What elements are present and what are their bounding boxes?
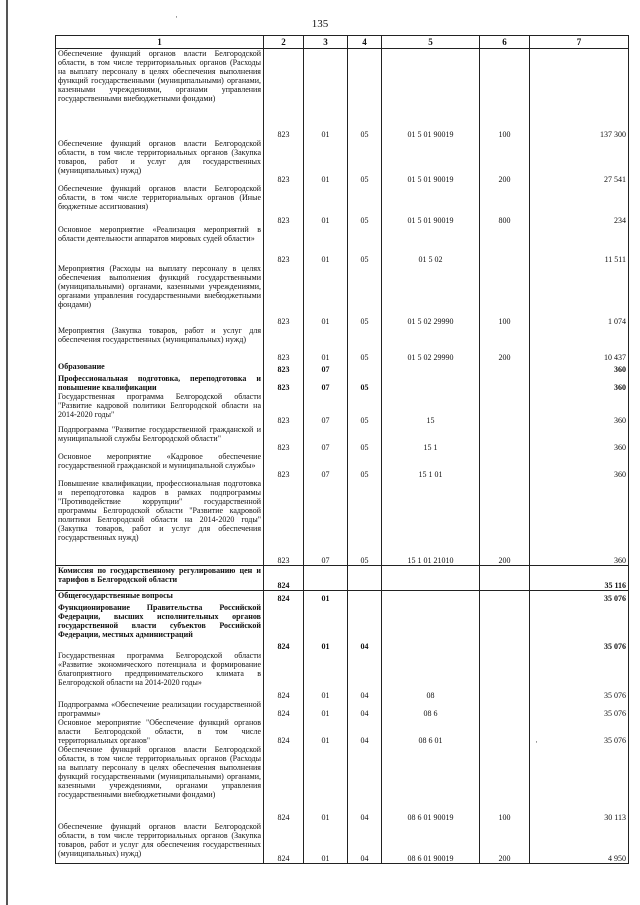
cell-subsection-code: 04 bbox=[348, 822, 382, 864]
cell-expense-type-code: 100 bbox=[480, 264, 530, 326]
row-description: Мероприятия (Закупка товаров, работ и услуг для обеспечения государственных (муниципальных) нужд) bbox=[56, 326, 264, 362]
cell-ministry-code: 823 bbox=[264, 479, 304, 566]
cell-expense-type-code bbox=[480, 651, 530, 700]
cell-subsection-code: 05 bbox=[348, 139, 382, 184]
cell-amount: 360 bbox=[530, 452, 629, 479]
cell-subsection-code: 05 bbox=[348, 425, 382, 452]
cell-target-item-code bbox=[382, 362, 480, 374]
row-description: Комиссия по государственному регулированию цен и тарифов в Белгородской области bbox=[56, 566, 264, 591]
row-description: Мероприятия (Расходы на выплату персоналу в целях обеспечения выполнения функций государственными (муниципальными) органами, казенными учреждениями, органами управления государственными внебюджетными фондами) bbox=[56, 264, 264, 326]
cell-expense-type-code bbox=[480, 225, 530, 264]
cell-subsection-code: 05 bbox=[348, 479, 382, 566]
cell-expense-type-code: 100 bbox=[480, 49, 530, 139]
table-row bbox=[56, 225, 629, 264]
cell-amount: 35 076 bbox=[530, 603, 629, 651]
table-row bbox=[56, 718, 629, 745]
cell-section-code: 01 bbox=[304, 591, 348, 603]
cell-ministry-code: 824 bbox=[264, 700, 304, 718]
row-description: Образование bbox=[56, 362, 264, 374]
cell-expense-type-code bbox=[480, 718, 530, 745]
table-header-row bbox=[56, 36, 629, 49]
cell-subsection-code: 05 bbox=[348, 264, 382, 326]
cell-section-code: 01 bbox=[304, 745, 348, 822]
cell-expense-type-code bbox=[480, 452, 530, 479]
cell-expense-type-code bbox=[480, 392, 530, 425]
cell-amount: 1 074 bbox=[530, 264, 629, 326]
cell-ministry-code: 823 bbox=[264, 184, 304, 225]
cell-section-code: 01 bbox=[304, 225, 348, 264]
cell-expense-type-code: 200 bbox=[480, 326, 530, 362]
cell-expense-type-code: 100 bbox=[480, 745, 530, 822]
cell-target-item-code bbox=[382, 374, 480, 392]
table-row bbox=[56, 566, 629, 591]
cell-amount: 35 116 bbox=[530, 566, 629, 591]
table-row bbox=[56, 651, 629, 700]
cell-expense-type-code bbox=[480, 374, 530, 392]
cell-expense-type-code bbox=[480, 700, 530, 718]
cell-ministry-code: 823 bbox=[264, 362, 304, 374]
scan-speck: · bbox=[175, 12, 178, 22]
cell-subsection-code bbox=[348, 362, 382, 374]
cell-subsection-code bbox=[348, 591, 382, 603]
scan-speck: · bbox=[535, 737, 538, 747]
cell-ministry-code: 823 bbox=[264, 139, 304, 184]
column-header: 7 bbox=[530, 36, 629, 49]
cell-target-item-code: 01 5 01 90019 bbox=[382, 139, 480, 184]
cell-amount: 360 bbox=[530, 479, 629, 566]
cell-ministry-code: 824 bbox=[264, 566, 304, 591]
cell-subsection-code: 05 bbox=[348, 49, 382, 139]
cell-target-item-code: 08 6 01 90019 bbox=[382, 745, 480, 822]
cell-target-item-code: 08 6 01 90019 bbox=[382, 822, 480, 864]
row-description: Основное мероприятие "Обеспечение функций органов власти Белгородской области, в том числе территориальных органов" bbox=[56, 718, 264, 745]
cell-section-code: 01 bbox=[304, 603, 348, 651]
cell-amount: 35 076 bbox=[530, 718, 629, 745]
cell-target-item-code: 15 1 01 21010 bbox=[382, 479, 480, 566]
row-description: Функционирование Правительства Российской Федерации, высших исполнительных органов государственной власти субъектов Российской Федерации, местных администраций bbox=[56, 603, 264, 651]
cell-expense-type-code bbox=[480, 362, 530, 374]
cell-section-code: 07 bbox=[304, 452, 348, 479]
table-row bbox=[56, 49, 629, 139]
page-number: 135 bbox=[311, 18, 329, 30]
cell-amount: 35 076 bbox=[530, 591, 629, 603]
cell-subsection-code: 05 bbox=[348, 374, 382, 392]
cell-target-item-code: 08 6 bbox=[382, 700, 480, 718]
budget-table bbox=[55, 35, 629, 864]
cell-section-code: 01 bbox=[304, 184, 348, 225]
row-description: Повышение квалификации, профессиональная подготовка и переподготовка кадров в рамках подпрограммы "Противодействие коррупции" государственной программы Белгородской области "Развитие кадровой политики Белгородской области на 2014-2020 годы" (Закупка товаров, работ и услуг для обеспечения государственных нужд) bbox=[56, 479, 264, 566]
cell-target-item-code: 01 5 02 29990 bbox=[382, 264, 480, 326]
cell-expense-type-code bbox=[480, 425, 530, 452]
cell-target-item-code: 15 1 bbox=[382, 425, 480, 452]
table-row bbox=[56, 425, 629, 452]
cell-expense-type-code: 200 bbox=[480, 139, 530, 184]
cell-expense-type-code: 200 bbox=[480, 822, 530, 864]
table-row bbox=[56, 392, 629, 425]
cell-section-code: 01 bbox=[304, 718, 348, 745]
cell-target-item-code: 01 5 01 90019 bbox=[382, 49, 480, 139]
table-row bbox=[56, 822, 629, 864]
row-description: Обеспечение функций органов власти Белгородской области, в том числе территориальных органов (Закупка товаров, работ и услуг для обеспечения государственных (муниципальных) нужд) bbox=[56, 822, 264, 864]
cell-target-item-code: 15 bbox=[382, 392, 480, 425]
cell-section-code: 01 bbox=[304, 822, 348, 864]
table-row bbox=[56, 700, 629, 718]
cell-ministry-code: 823 bbox=[264, 225, 304, 264]
table-row bbox=[56, 603, 629, 651]
cell-section-code: 01 bbox=[304, 651, 348, 700]
cell-target-item-code: 15 1 01 bbox=[382, 452, 480, 479]
cell-subsection-code: 04 bbox=[348, 603, 382, 651]
cell-section-code: 07 bbox=[304, 362, 348, 374]
row-description: Обеспечение функций органов власти Белгородской области, в том числе территориальных органов (Расходы на выплату персоналу в целях обеспечения выполнения функций государственными (муниципальными) органами, казенными учреждениями, органами управления государственными внебюджетными фондами) bbox=[56, 49, 264, 139]
cell-section-code: 07 bbox=[304, 425, 348, 452]
cell-subsection-code: 05 bbox=[348, 326, 382, 362]
cell-target-item-code: 01 5 01 90019 bbox=[382, 184, 480, 225]
cell-subsection-code: 04 bbox=[348, 745, 382, 822]
cell-target-item-code bbox=[382, 603, 480, 651]
cell-ministry-code: 824 bbox=[264, 745, 304, 822]
cell-amount: 35 076 bbox=[530, 700, 629, 718]
cell-ministry-code: 824 bbox=[264, 603, 304, 651]
cell-ministry-code: 824 bbox=[264, 718, 304, 745]
row-description: Основное мероприятие «Реализация мероприятий в области деятельности аппаратов мировых судей области» bbox=[56, 225, 264, 264]
row-description: Профессиональная подготовка, переподготовка и повышение квалификации bbox=[56, 374, 264, 392]
row-description: Обеспечение функций органов власти Белгородской области, в том числе территориальных органов (Иные бюджетные ассигнования) bbox=[56, 184, 264, 225]
column-header: 4 bbox=[348, 36, 382, 49]
cell-target-item-code: 01 5 02 29990 bbox=[382, 326, 480, 362]
cell-subsection-code bbox=[348, 566, 382, 591]
cell-section-code: 07 bbox=[304, 392, 348, 425]
cell-section-code: 01 bbox=[304, 139, 348, 184]
table-row bbox=[56, 362, 629, 374]
row-description: Подпрограмма «Обеспечение реализации государственной программы» bbox=[56, 700, 264, 718]
row-description: Подпрограмма "Развитие государственной гражданской и муниципальной службы Белгородской области" bbox=[56, 425, 264, 452]
table-row bbox=[56, 139, 629, 184]
table-row bbox=[56, 452, 629, 479]
cell-amount: 137 300 bbox=[530, 49, 629, 139]
row-description: Государственная программа Белгородской области «Развитие экономического потенциала и формирование благоприятного предпринимательского климата в Белгородской области на 2014-2020 годы» bbox=[56, 651, 264, 700]
cell-amount: 10 437 bbox=[530, 326, 629, 362]
cell-expense-type-code: 200 bbox=[480, 479, 530, 566]
cell-amount: 27 541 bbox=[530, 139, 629, 184]
cell-ministry-code: 823 bbox=[264, 49, 304, 139]
cell-amount: 234 bbox=[530, 184, 629, 225]
table-row bbox=[56, 745, 629, 822]
column-header: 3 bbox=[304, 36, 348, 49]
column-header: 6 bbox=[480, 36, 530, 49]
row-description: Государственная программа Белгородской области "Развитие кадровой политики Белгородской области на 2014-2020 годы" bbox=[56, 392, 264, 425]
cell-amount: 11 511 bbox=[530, 225, 629, 264]
cell-subsection-code: 05 bbox=[348, 225, 382, 264]
cell-section-code: 01 bbox=[304, 49, 348, 139]
cell-section-code: 07 bbox=[304, 479, 348, 566]
table-row bbox=[56, 591, 629, 603]
cell-subsection-code: 05 bbox=[348, 392, 382, 425]
cell-section-code: 01 bbox=[304, 264, 348, 326]
row-description: Обеспечение функций органов власти Белгородской области, в том числе территориальных органов (Расходы на выплату персоналу в целях обеспечения выполнения функций государственными (муниципальными) органами, казенными учреждениями, органами управления государственными внебюджетными фондами) bbox=[56, 745, 264, 822]
cell-target-item-code: 08 6 01 bbox=[382, 718, 480, 745]
cell-section-code: 01 bbox=[304, 326, 348, 362]
cell-amount: 30 113 bbox=[530, 745, 629, 822]
cell-subsection-code: 04 bbox=[348, 718, 382, 745]
cell-amount: 4 950 bbox=[530, 822, 629, 864]
table-row bbox=[56, 264, 629, 326]
cell-target-item-code: 01 5 02 bbox=[382, 225, 480, 264]
cell-amount: 360 bbox=[530, 374, 629, 392]
cell-target-item-code bbox=[382, 591, 480, 603]
scan-edge-line bbox=[6, 0, 8, 905]
cell-ministry-code: 823 bbox=[264, 326, 304, 362]
cell-section-code: 07 bbox=[304, 374, 348, 392]
cell-amount: 360 bbox=[530, 392, 629, 425]
cell-target-item-code: 08 bbox=[382, 651, 480, 700]
cell-target-item-code bbox=[382, 566, 480, 591]
cell-expense-type-code bbox=[480, 591, 530, 603]
cell-expense-type-code: 800 bbox=[480, 184, 530, 225]
cell-amount: 35 076 bbox=[530, 651, 629, 700]
table-row bbox=[56, 479, 629, 566]
cell-amount: 360 bbox=[530, 425, 629, 452]
row-description: Основное мероприятие «Кадровое обеспечение государственной гражданской и муниципальной службы» bbox=[56, 452, 264, 479]
cell-subsection-code: 05 bbox=[348, 452, 382, 479]
cell-ministry-code: 823 bbox=[264, 452, 304, 479]
cell-ministry-code: 824 bbox=[264, 651, 304, 700]
cell-expense-type-code bbox=[480, 603, 530, 651]
cell-ministry-code: 823 bbox=[264, 264, 304, 326]
table-row bbox=[56, 374, 629, 392]
cell-ministry-code: 823 bbox=[264, 374, 304, 392]
cell-subsection-code: 04 bbox=[348, 651, 382, 700]
cell-ministry-code: 823 bbox=[264, 425, 304, 452]
cell-section-code bbox=[304, 566, 348, 591]
cell-expense-type-code bbox=[480, 566, 530, 591]
table-row bbox=[56, 326, 629, 362]
cell-ministry-code: 824 bbox=[264, 822, 304, 864]
column-header: 1 bbox=[56, 36, 264, 49]
column-header: 2 bbox=[264, 36, 304, 49]
column-header: 5 bbox=[382, 36, 480, 49]
table-row bbox=[56, 184, 629, 225]
cell-subsection-code: 05 bbox=[348, 184, 382, 225]
cell-amount: 360 bbox=[530, 362, 629, 374]
cell-ministry-code: 823 bbox=[264, 392, 304, 425]
cell-section-code: 01 bbox=[304, 700, 348, 718]
row-description: Обеспечение функций органов власти Белгородской области, в том числе территориальных органов (Закупка товаров, работ и услуг для государственных (муниципальных) нужд) bbox=[56, 139, 264, 184]
row-description: Общегосударственные вопросы bbox=[56, 591, 264, 603]
cell-ministry-code: 824 bbox=[264, 591, 304, 603]
cell-subsection-code: 04 bbox=[348, 700, 382, 718]
